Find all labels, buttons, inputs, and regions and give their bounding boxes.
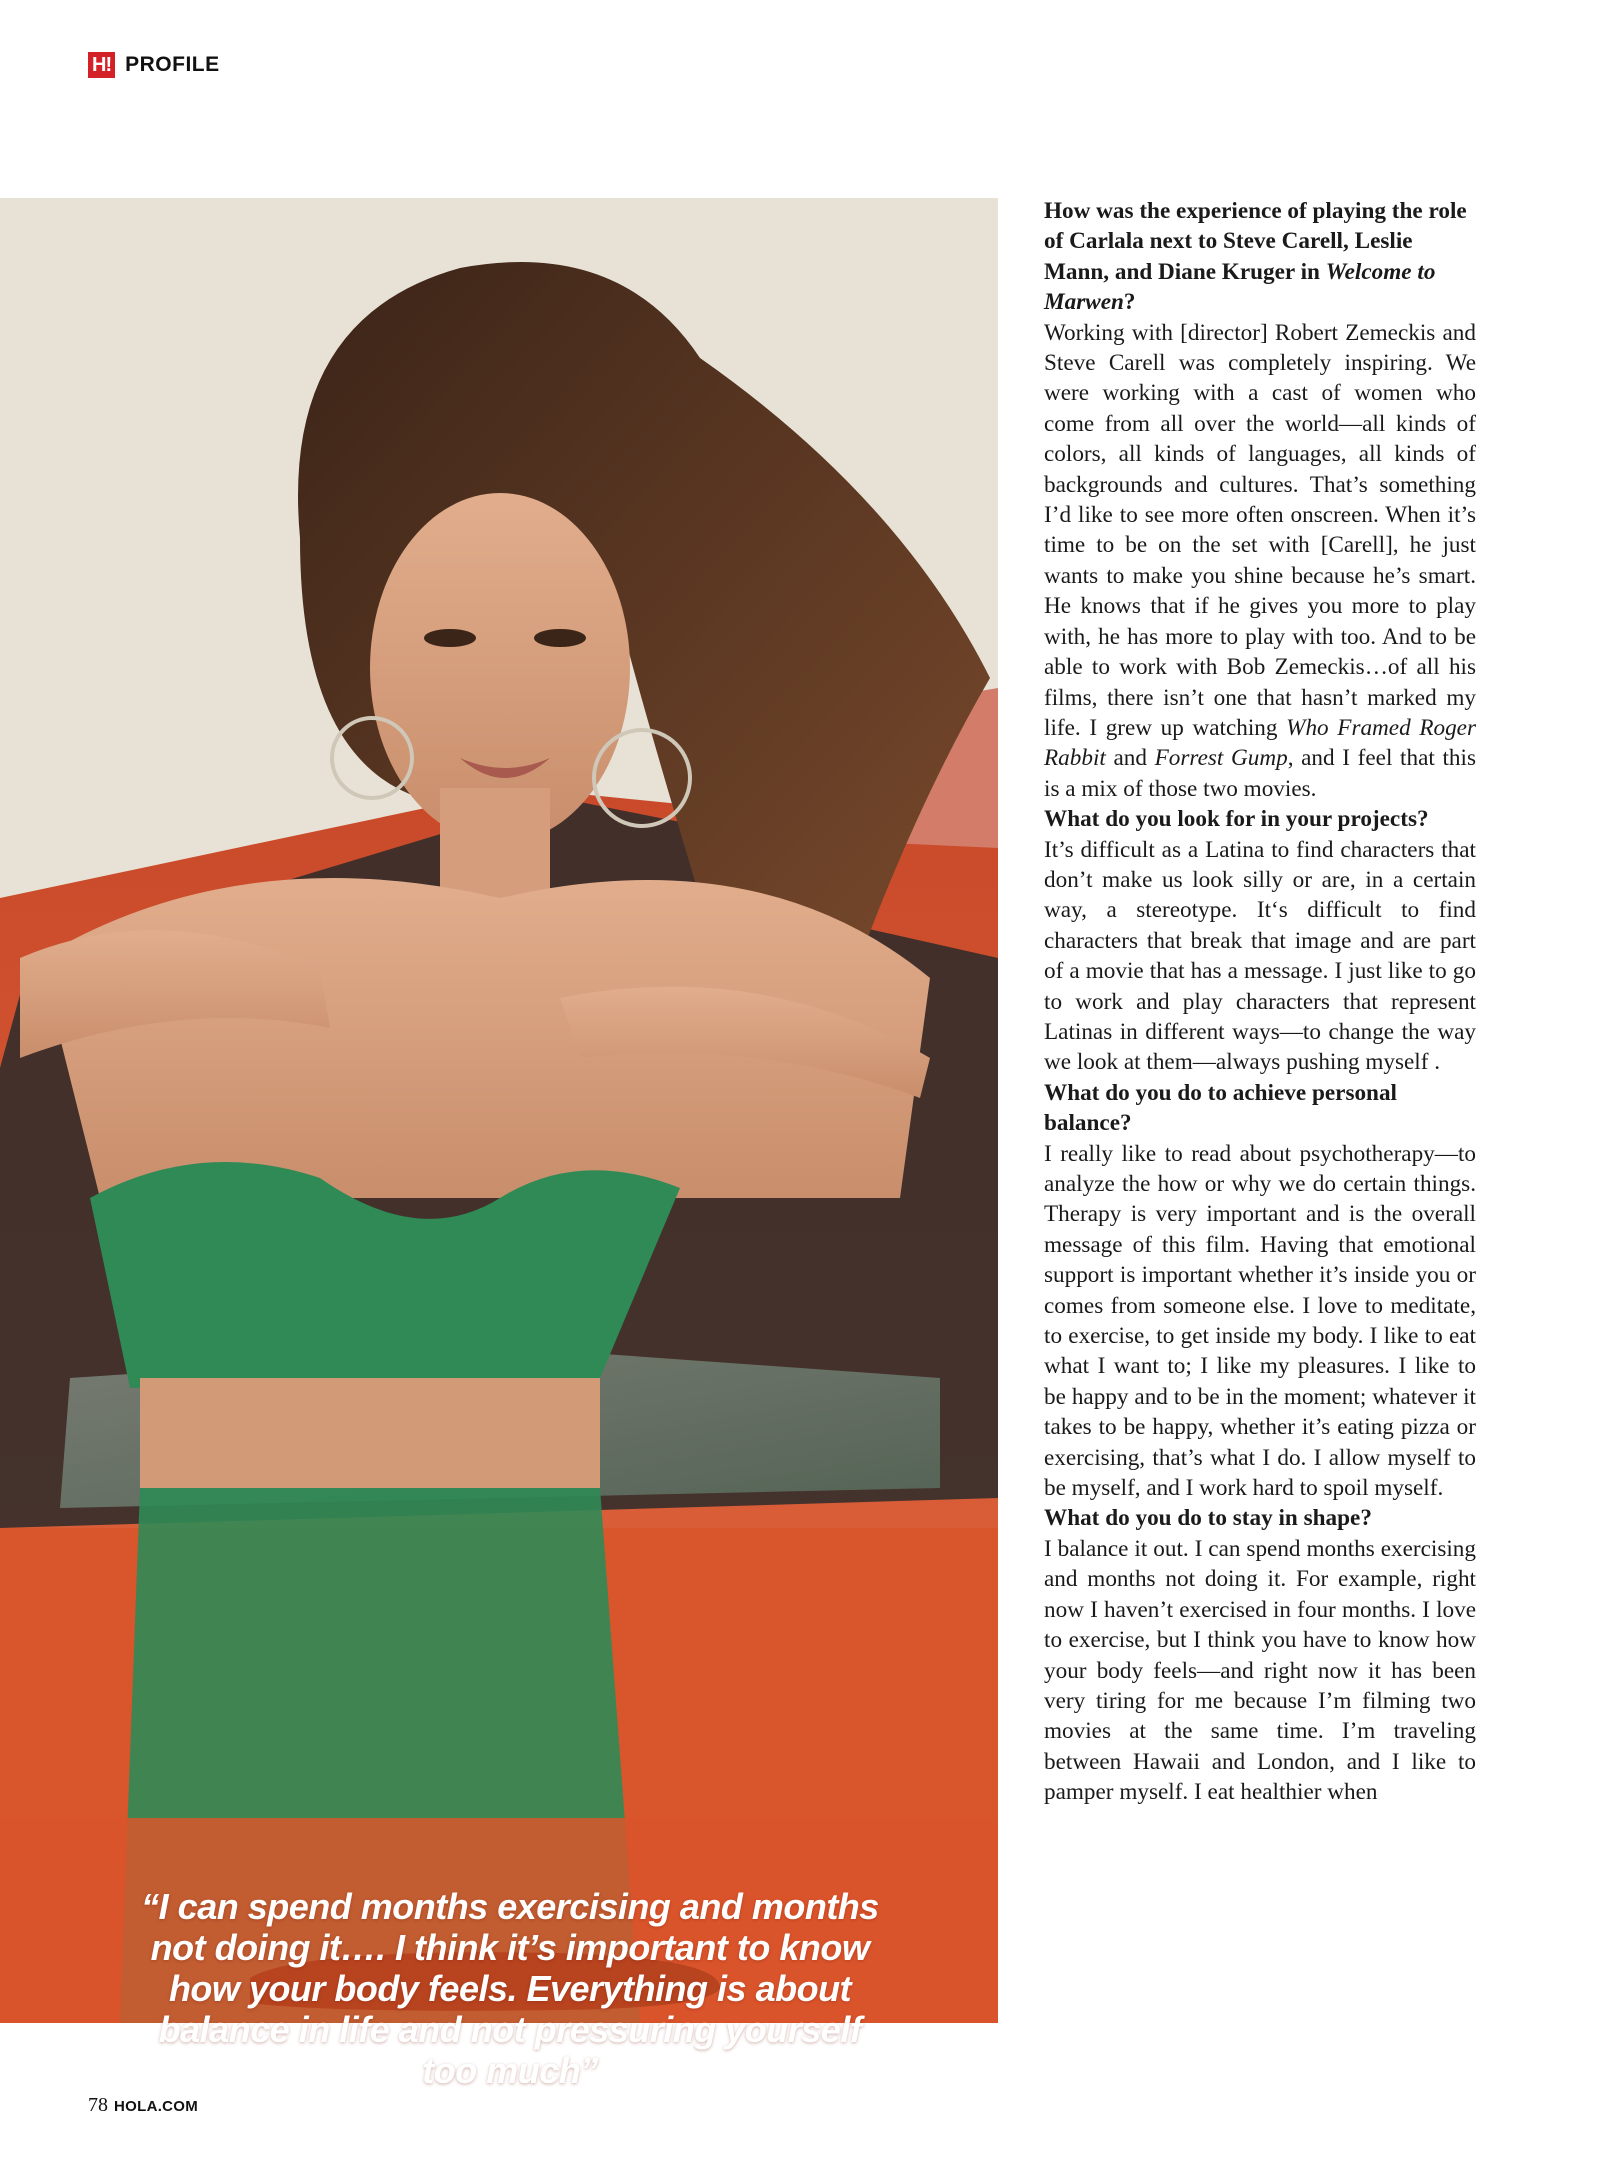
- text-run: It’s difficult as a Latina to find characters that don’t make us look silly or are, in a certain way, a stereotype. It‘s difficult to find characters that break that image and are part of a movie that has a message. I just like to go to work and play characters that represent Latinas in different ways—to change the way we look at them—always pushing myself .: [1044, 836, 1476, 1076]
- text-run: I balance it out. I can spend months exercising and months not doing it. For example, right now I haven’t exercised in four months. I love to exercise, but I think you have to know how your body feels—and right now it has been very tiring for me because I’m filming two movies at the same time. I’m traveling between Hawaii and London, and I like to pamper myself. I eat healthier when: [1044, 1535, 1476, 1806]
- text-run: How was the experience of playing the role of Carlala next to Steve Carell, Leslie Mann, and Diane Kruger in: [1044, 198, 1467, 285]
- brand-logo: H!: [88, 52, 115, 78]
- photo-illustration: [0, 198, 998, 2023]
- interview-answer: [1044, 318, 1476, 805]
- text-run: , and I feel that this is a mix of those two movies.: [1044, 745, 1476, 802]
- interview-question: [1044, 804, 1476, 834]
- text-run: and: [1105, 745, 1155, 772]
- italic-title: Forrest Gump: [1154, 745, 1288, 772]
- text-run: ?: [1123, 289, 1136, 316]
- text-run: What do you look for in your projects?: [1044, 806, 1429, 833]
- page-number: 78: [88, 2094, 108, 2116]
- interview-answer: [1044, 1139, 1476, 1504]
- article-column: [1044, 196, 1476, 1808]
- italic-title: Welcome to Marwen: [1044, 258, 1436, 316]
- page-footer: [88, 2094, 198, 2117]
- text-run: What do you do to stay in shape?: [1044, 1505, 1372, 1532]
- pull-quote: “I can spend months exercising and months not doing it…. I think it’s important to know how your body feels. Everything is about balance in life and not pressuring yourself too much”: [141, 1886, 879, 2091]
- italic-title: Who Framed Roger Rabbit: [1044, 714, 1476, 772]
- text-run: Working with [director] Robert Zemeckis and Steve Carell was completely inspiring. We were working with a cast of women who come from all over the world—all kinds of colors, all kinds of languages, all kinds of backgrounds and cultures. That’s something I’d like to see more often onscreen. When it’s time to be on the set with [Carell], he just wants to make you shine because he’s smart. He knows that if he gives you more to play with, he has more to play with too. And to be able to work with Bob Zemeckis…of all his films, there isn’t one that hasn’t marked my life. I grew up watching: [1044, 319, 1476, 741]
- section-label: PROFILE: [125, 53, 220, 76]
- text-run: I really like to read about psychotherapy—to analyze the how or why we do certain things. Therapy is very important and is the overall message of this film. Having that emotional support is important whether it’s inside you or comes from someone else. I love to meditate, to exercise, to get inside my body. I like to eat what I want to; I like my pleasures. I like to be happy and to be in the moment; whatever it takes to be happy, whether it’s eating pizza or exercising, that’s what I do. I allow myself to be myself, and I work hard to spoil myself.: [1044, 1140, 1476, 1502]
- interview-question: [1044, 1503, 1476, 1533]
- interview-question: [1044, 1078, 1476, 1139]
- interview-answer: [1044, 1534, 1476, 1808]
- interview-question: [1044, 196, 1476, 318]
- cover-photo: [0, 198, 998, 2091]
- text-run: What do you do to achieve personal balance?: [1044, 1079, 1397, 1137]
- page-header: [88, 52, 220, 78]
- interview-answer: [1044, 835, 1476, 1078]
- footer-site: HOLA.COM: [114, 2098, 199, 2115]
